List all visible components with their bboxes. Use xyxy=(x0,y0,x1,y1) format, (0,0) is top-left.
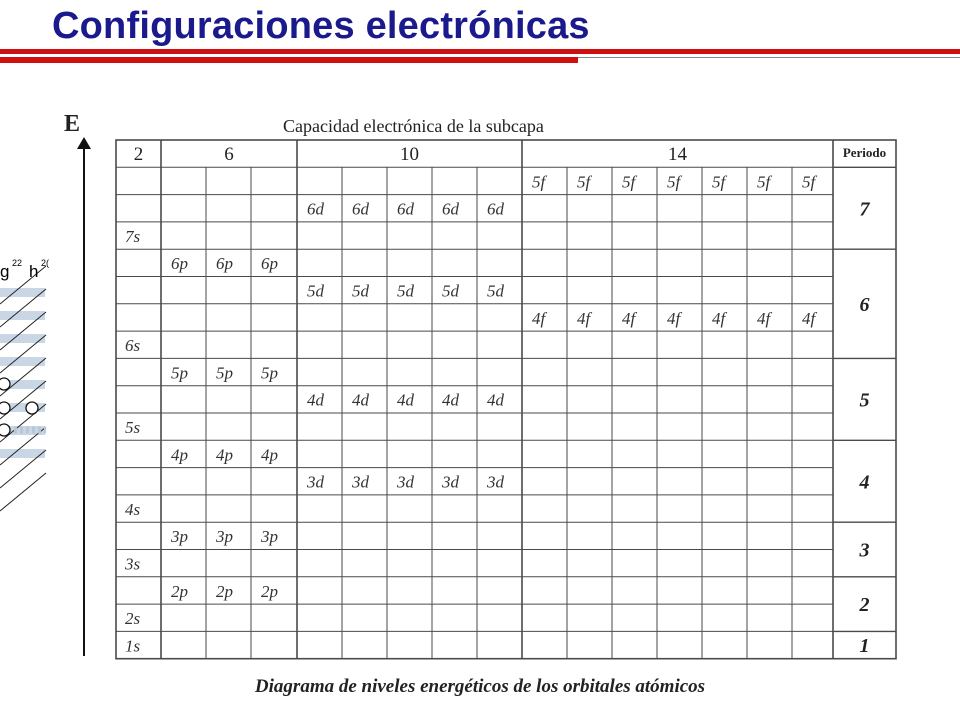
orbital-label-5p: 5p xyxy=(171,363,188,383)
period-number: 7 xyxy=(859,198,870,221)
orbital-label-3s: 3s xyxy=(125,554,141,574)
table-frame xyxy=(116,140,896,659)
orbital-label-6d: 6d xyxy=(307,199,324,219)
slide-title: Configuraciones electrónicas xyxy=(52,5,590,47)
orbital-label-2p: 2p xyxy=(171,581,188,601)
figure-caption: Diagrama de niveles energéticos de los orbitales atómicos xyxy=(254,676,706,697)
orbital-label-6s: 6s xyxy=(125,336,141,356)
orbital-label-4d: 4d xyxy=(442,390,459,410)
orbital-label-3d: 3d xyxy=(442,472,459,492)
orbital-label-4d: 4d xyxy=(397,390,414,410)
orbital-label-1s: 1s xyxy=(125,636,141,656)
orbital-label-4f: 4f xyxy=(667,308,681,328)
period-number: 3 xyxy=(859,539,870,562)
orbital-label-6d: 6d xyxy=(397,199,414,219)
fragment-sup-h: 2( xyxy=(41,258,50,268)
orbital-label-5s: 5s xyxy=(125,418,141,437)
orbital-label-5f: 5f xyxy=(712,172,726,192)
period-number: 4 xyxy=(859,471,870,494)
orbital-label-5f: 5f xyxy=(577,172,591,192)
orbital-label-4p: 4p xyxy=(216,445,233,465)
orbital-label-4f: 4f xyxy=(532,308,546,328)
orbital-label-6p: 6p xyxy=(171,254,188,274)
orbital-label-3d: 3d xyxy=(397,472,414,492)
orbital-label-4d: 4d xyxy=(487,390,504,410)
period-number: 2 xyxy=(859,594,870,617)
fragment-letter-g: g xyxy=(0,262,10,281)
orbital-label-5f: 5f xyxy=(802,172,816,192)
orbital-label-6d: 6d xyxy=(352,199,369,219)
orbital-label-5f: 5f xyxy=(667,172,681,192)
orbital-label-4d: 4d xyxy=(352,390,369,410)
orbital-label-5f: 5f xyxy=(532,172,546,192)
orbital-label-3p: 3p xyxy=(171,527,188,547)
capacity-value: 6 xyxy=(224,144,234,165)
orbital-label-4f: 4f xyxy=(622,308,636,328)
capacity-value: 14 xyxy=(668,144,687,165)
orbital-label-3d: 3d xyxy=(307,472,324,492)
orbital-label-3d: 3d xyxy=(487,472,504,492)
orbital-label-7s: 7s xyxy=(125,226,141,246)
orbital-label-5f: 5f xyxy=(757,172,771,192)
orbital-label-2p: 2p xyxy=(216,581,233,601)
orbital-label-4f: 4f xyxy=(577,308,591,328)
orbital-label-4d: 4d xyxy=(307,390,324,410)
period-number: 5 xyxy=(859,389,870,412)
orbital-label-4f: 4f xyxy=(802,308,816,328)
orbital-label-5d: 5d xyxy=(307,281,324,301)
energy-axis-label: E xyxy=(64,111,81,137)
orbital-label-3p: 3p xyxy=(216,527,233,547)
orbital-label-3p: 3p xyxy=(261,527,278,547)
orbital-label-6d: 6d xyxy=(487,199,504,219)
orbital-label-6d: 6d xyxy=(442,199,459,219)
fragment-sup-g: 22 xyxy=(12,258,23,268)
orbital-label-6p: 6p xyxy=(261,254,278,274)
orbital-label-4f: 4f xyxy=(757,308,771,328)
orbital-label-4p: 4p xyxy=(261,445,278,465)
orbital-label-4p: 4p xyxy=(171,445,188,465)
orbital-label-6p: 6p xyxy=(216,254,233,274)
capacity-label: Capacidad electrónica de la subcapa xyxy=(283,116,544,136)
capacity-value: 10 xyxy=(400,144,419,165)
orbital-label-2s: 2s xyxy=(125,609,141,629)
orbital-label-4f: 4f xyxy=(712,308,726,328)
capacity-value: 2 xyxy=(133,144,144,165)
orbital-label-5f: 5f xyxy=(622,172,636,192)
period-number: 6 xyxy=(859,293,870,316)
orbital-label-5d: 5d xyxy=(352,281,369,301)
orbital-label-3d: 3d xyxy=(352,472,369,492)
period-number: 1 xyxy=(859,635,870,658)
period-header: Periodo xyxy=(842,145,887,160)
orbital-label-5p: 5p xyxy=(261,363,278,383)
orbital-label-2p: 2p xyxy=(261,581,278,601)
orbital-label-4s: 4s xyxy=(125,499,141,519)
orbital-label-5d: 5d xyxy=(442,281,459,301)
fragment-letter-h: h xyxy=(29,262,39,281)
orbital-label-5p: 5p xyxy=(216,363,233,383)
orbital-label-5d: 5d xyxy=(397,281,414,301)
orbital-label-5d: 5d xyxy=(487,281,504,301)
